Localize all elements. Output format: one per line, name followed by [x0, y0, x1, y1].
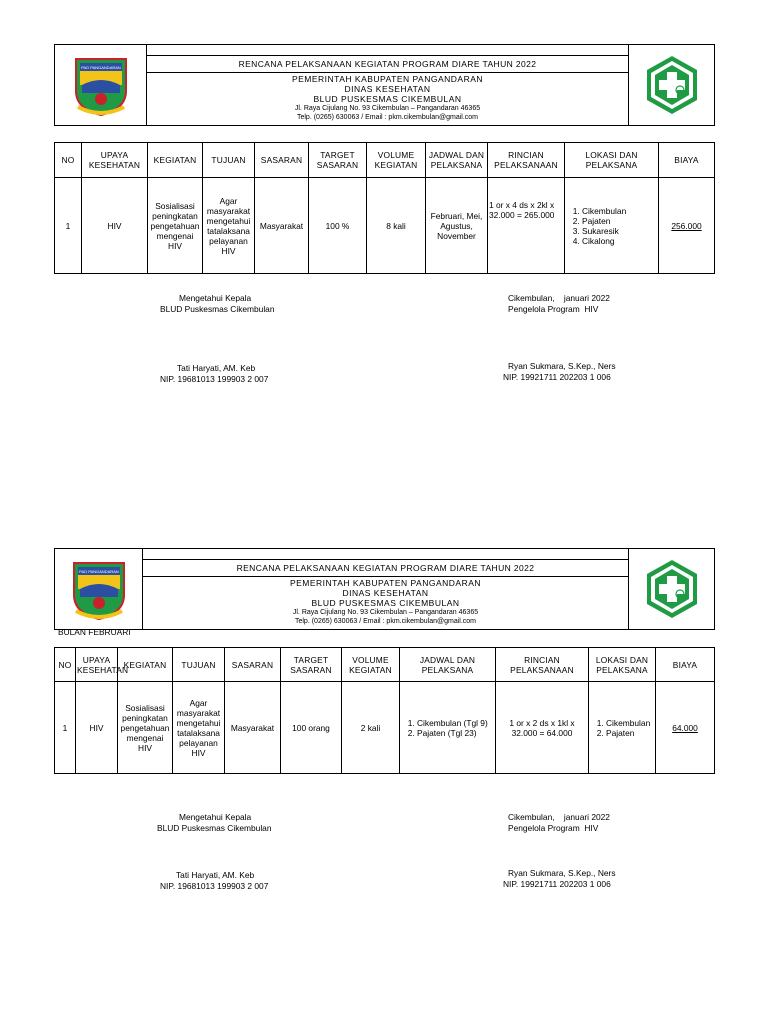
biaya-amount: 256.000 [671, 220, 702, 231]
signature-left [157, 812, 272, 834]
col-header: LOKASI DAN PELAKSANA [589, 648, 656, 682]
sig-right-role: Pengelola Program HIV [508, 304, 599, 314]
signature-left-name [160, 363, 268, 385]
biaya-amount: 64.000 [672, 722, 698, 733]
col-header: NO [55, 648, 76, 682]
sig-right-place-date: Cikembulan, januari 2022 [508, 812, 610, 822]
sig-left-office: BLUD Puskesmas Cikembulan [157, 823, 272, 833]
cell-target: 100 % [309, 178, 367, 274]
col-header: KEGIATAN [118, 648, 173, 682]
col-header: TUJUAN [173, 648, 225, 682]
org-government: PEMERINTAH KABUPATEN PANGANDARAN [291, 74, 484, 84]
org-block [147, 74, 628, 122]
org-puskesmas: BLUD PUSKESMAS CIKEMBULAN [311, 598, 460, 608]
list-item: 1. Cikembulan [582, 206, 657, 216]
cell-upaya: HIV [82, 178, 148, 274]
left-logo-cell [55, 549, 143, 629]
cell-rincian: 1 or x 2 ds x 1kl x 32.000 = 64.000 [496, 682, 589, 774]
puskesmas-logo-icon [641, 54, 703, 116]
org-government: PEMERINTAH KABUPATEN PANGANDARAN [289, 578, 482, 588]
list-item: 2. Pajaten [582, 216, 657, 226]
schedule-list [401, 718, 494, 738]
signature-left [160, 293, 275, 315]
table-row [55, 682, 715, 774]
col-header: UPAYA KESEHATAN [76, 648, 118, 682]
sig-right-role: Pengelola Program HIV [508, 823, 599, 833]
signature-right-name [503, 868, 616, 890]
sig-left-name: Tati Haryati, AM. Keb [176, 870, 255, 880]
pangandaran-emblem-icon [66, 557, 132, 623]
cell-rincian: 1 or x 4 ds x 2kl x 32.000 = 265.000 [488, 178, 565, 274]
cell-biaya [656, 682, 715, 774]
left-logo-cell [55, 45, 147, 125]
cell-kegiatan: Sosialisasi peningkatan pengetahuan mengenai HIV [118, 682, 173, 774]
cell-volume: 2 kali [342, 682, 400, 774]
plan-title: RENCANA PELAKSANAAN KEGIATAN PROGRAM DIARE TAHUN 2022 [147, 56, 628, 73]
cell-no: 1 [55, 682, 76, 774]
list-item: 2. Pajaten [606, 728, 654, 738]
org-department: DINAS KESEHATAN [342, 588, 429, 598]
col-header: BIAYA [656, 648, 715, 682]
col-header: JADWAL DAN PELAKSANA [426, 143, 488, 178]
org-contact: Telp. (0265) 630063 / Email : pkm.cikembulan@gmail.com [296, 114, 479, 121]
list-item: 1. Cikembulan (Tgl 9) [417, 718, 494, 728]
pangandaran-emblem-icon [68, 53, 134, 119]
right-logo-cell [628, 549, 714, 629]
list-item: 2. Pajaten (Tgl 23) [417, 728, 494, 738]
col-header: VOLUME KEGIATAN [342, 648, 400, 682]
col-header: UPAYA KESEHATAN [82, 143, 148, 178]
cell-jadwal [400, 682, 496, 774]
col-header: SASARAN [255, 143, 309, 178]
emblem-banner-text: PAD PANGANDARAN [81, 65, 121, 70]
list-item: 4. Cikalong [582, 236, 657, 246]
plan-title: RENCANA PELAKSANAAN KEGIATAN PROGRAM DIARE TAHUN 2022 [143, 560, 628, 577]
cell-upaya: HIV [76, 682, 118, 774]
sig-left-name: Tati Haryati, AM. Keb [177, 363, 256, 373]
right-logo-cell [628, 45, 714, 125]
org-puskesmas: BLUD PUSKESMAS CIKEMBULAN [313, 94, 462, 104]
activity-table [54, 647, 715, 774]
sig-right-name: Ryan Sukmara, S.Kep., Ners [508, 868, 616, 878]
cell-sasaran: Masyarakat [255, 178, 309, 274]
sig-left-title: Mengetahui Kepala [179, 293, 252, 303]
location-list [566, 206, 657, 246]
cell-tujuan: Agar masyarakat mengetahui tatalaksana pelayanan HIV [173, 682, 225, 774]
cell-sasaran: Masyarakat [225, 682, 281, 774]
table-header-row [55, 143, 715, 178]
sig-right-place-date: Cikembulan, januari 2022 [508, 293, 610, 303]
col-header: TARGET SASARAN [281, 648, 342, 682]
sig-right-nip: NIP. 19921711 202203 1 006 [503, 879, 611, 889]
activity-table [54, 142, 715, 274]
org-department: DINAS KESEHATAN [344, 84, 431, 94]
col-header: TARGET SASARAN [309, 143, 367, 178]
sig-right-nip: NIP. 19921711 202203 1 006 [503, 372, 611, 382]
signature-right [508, 293, 610, 315]
cell-target: 100 orang [281, 682, 342, 774]
list-item: 3. Sukaresik [582, 226, 657, 236]
col-header: BIAYA [659, 143, 715, 178]
sig-left-office: BLUD Puskesmas Cikembulan [160, 304, 275, 314]
cell-no: 1 [55, 178, 82, 274]
month-label: BULAN FEBRUARI [58, 627, 131, 637]
signature-right-name [503, 361, 616, 383]
col-header: RINCIAN PELAKSANAAN [488, 143, 565, 178]
cell-lokasi [589, 682, 656, 774]
col-header: VOLUME KEGIATAN [367, 143, 426, 178]
sig-left-nip: NIP. 19681013 199903 2 007 [160, 881, 269, 891]
signature-left-name [160, 870, 268, 892]
emblem-banner-text: PAD PANGANDARAN [79, 569, 119, 574]
sig-right-name: Ryan Sukmara, S.Kep., Ners [508, 361, 616, 371]
puskesmas-logo-icon [641, 558, 703, 620]
org-block [143, 578, 628, 626]
table-header-row [55, 648, 715, 682]
org-address: Jl. Raya Cijulang No. 93 Cikembulan – Pangandaran 46365 [294, 105, 481, 112]
list-item: 1. Cikembulan [606, 718, 654, 728]
cell-volume: 8 kali [367, 178, 426, 274]
table-row [55, 178, 715, 274]
location-list [590, 718, 654, 738]
col-header: RINCIAN PELAKSANAAN [496, 648, 589, 682]
letterhead [54, 44, 715, 126]
sig-left-title: Mengetahui Kepala [179, 812, 252, 822]
cell-tujuan: Agar masyarakat mengetahui tatalaksana pelayanan HIV [203, 178, 255, 274]
cell-kegiatan: Sosialisasi peningkatan pengetahuan mengenai HIV [148, 178, 203, 274]
cell-jadwal: Februari, Mei, Agustus, November [426, 178, 488, 274]
org-contact: Telp. (0265) 630063 / Email : pkm.cikembulan@gmail.com [294, 618, 477, 625]
letterhead [54, 548, 715, 630]
cell-biaya [659, 178, 715, 274]
signature-right [508, 812, 610, 834]
cell-lokasi [565, 178, 659, 274]
col-header: KEGIATAN [148, 143, 203, 178]
col-header: SASARAN [225, 648, 281, 682]
col-header: NO [55, 143, 82, 178]
sig-left-nip: NIP. 19681013 199903 2 007 [160, 374, 269, 384]
col-header: TUJUAN [203, 143, 255, 178]
col-header: LOKASI DAN PELAKSANA [565, 143, 659, 178]
col-header: JADWAL DAN PELAKSANA [400, 648, 496, 682]
org-address: Jl. Raya Cijulang No. 93 Cikembulan – Pangandaran 46365 [292, 609, 479, 616]
